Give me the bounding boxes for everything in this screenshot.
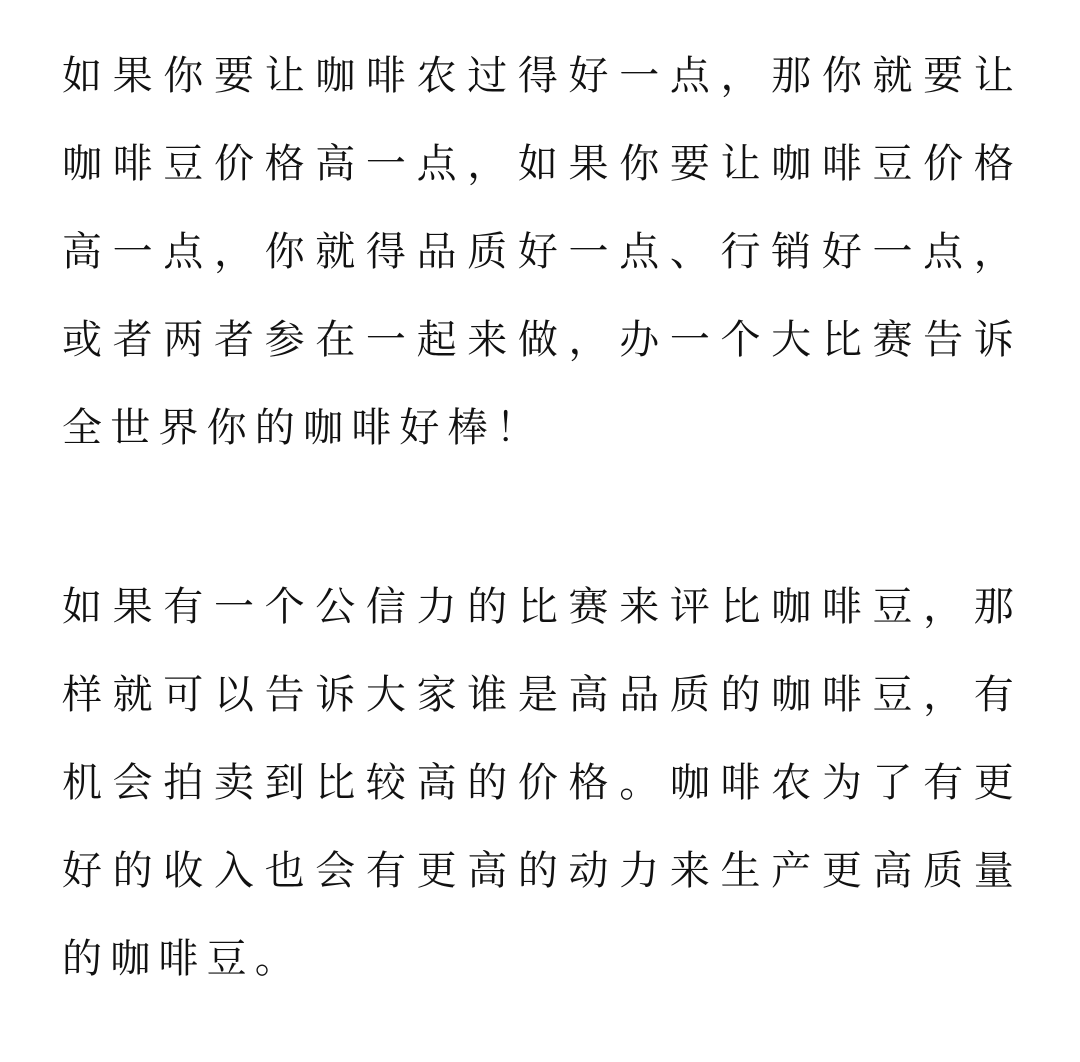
paragraph-coffee-farmers: 如果你要让咖啡农过得好一点，那你就要让咖啡豆价格高一点，如果你要让咖啡豆价格高一点，你就得品质好一点、行销好一点，或者两者参在一起来做，办一个大比赛告诉全世界你的咖啡好棒！: [62, 53, 1022, 451]
paragraph-competition: 如果有一个公信力的比赛来评比咖啡豆，那样就可以告诉大家谁是高品质的咖啡豆，有机会拍卖到比较高的价格。咖啡农为了有更好的收入也会有更高的动力来生产更高质量的咖啡豆。: [62, 584, 1022, 982]
